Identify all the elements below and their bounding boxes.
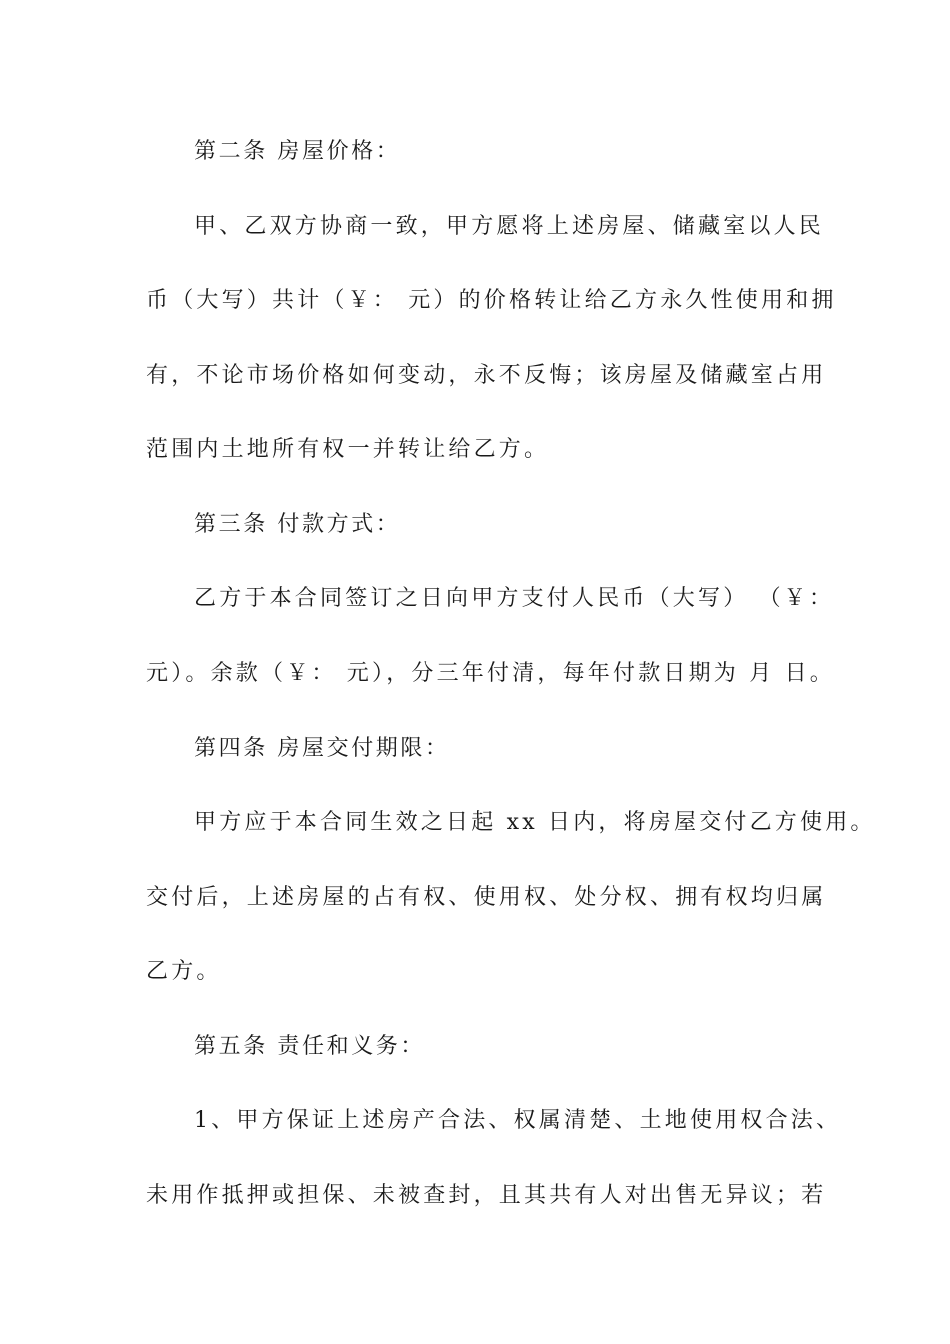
body-line: 甲方应于本合同生效之日起 xx 日内，将房屋交付乙方使用。: [194, 810, 876, 835]
article-3-heading: 第三条 付款方式：: [194, 512, 401, 537]
body-line: 币（大写）共计（￥： 元）的价格转让给乙方永久性使用和拥: [146, 288, 837, 313]
body-line: 未用作抵押或担保、未被查封，且其共有人对出售无异议；若: [146, 1183, 827, 1208]
article-5-heading: 第五条 责任和义务：: [194, 1034, 425, 1059]
body-line: 有，不论市场价格如何变动，永不反悔；该房屋及储藏室占用: [146, 363, 827, 388]
body-line: 交付后，上述房屋的占有权、使用权、处分权、拥有权均归属: [146, 885, 827, 910]
body-line: 元）。余款（￥： 元），分三年付清，每年付款日期为 月 日。: [146, 661, 835, 686]
body-line: 乙方。: [146, 959, 222, 984]
body-line: 甲、乙双方协商一致，甲方愿将上述房屋、储藏室以人民: [194, 214, 825, 239]
body-line: 1、甲方保证上述房产合法、权属清楚、土地使用权合法、: [194, 1108, 842, 1133]
article-2-heading: 第二条 房屋价格：: [194, 139, 401, 164]
body-line: 范围内土地所有权一并转让给乙方。: [146, 437, 550, 462]
body-line: 乙方于本合同签订之日向甲方支付人民币（大写） （￥：: [194, 586, 835, 611]
article-4-heading: 第四条 房屋交付期限：: [194, 736, 450, 761]
